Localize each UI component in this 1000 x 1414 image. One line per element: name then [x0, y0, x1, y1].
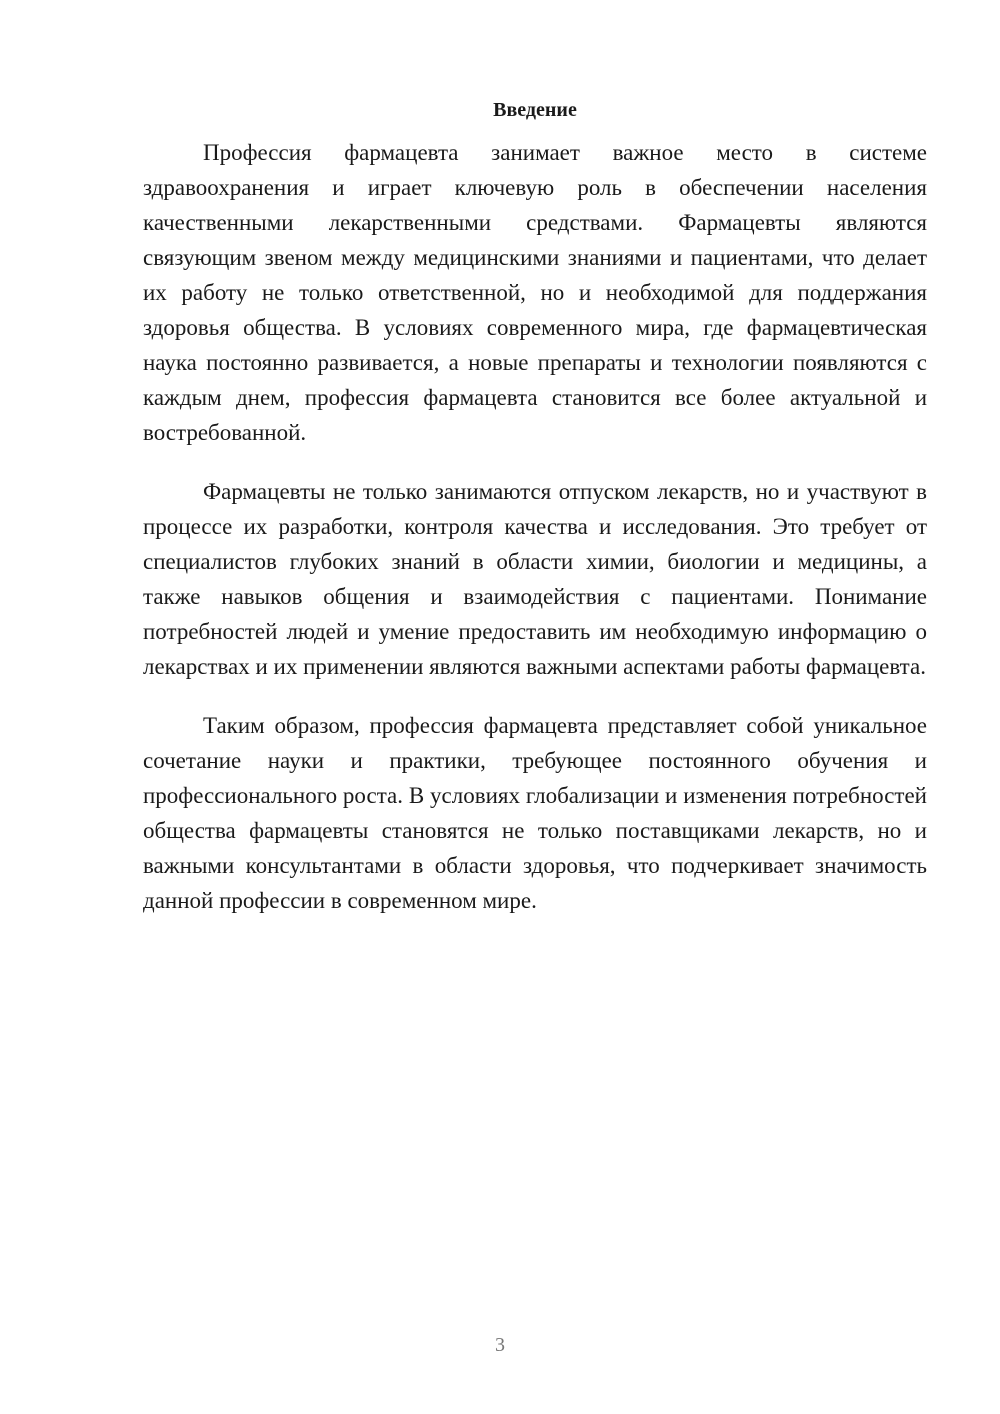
page-content	[143, 95, 927, 942]
paragraph-2: Фармацевты не только занимаются отпуском лекарств, но и участвуют в процессе их разработки, контроля качества и исследования. Это требует от специалистов глубоких знаний в области химии, биологии и медицины, а также навыков общения и взаимодействия с пациентами. Понимание потребностей людей и умение предоставить им необходимую информацию о лекарствах и их применении являются важными аспектами работы фармацевта.	[143, 479, 927, 679]
paragraph-1: Профессия фармацевта занимает важное место в системе здравоохранения и играет ключевую роль в обеспечении населения качественными лекарственными средствами. Фармацевты являются связующим звеном между медицинскими знаниями и пациентами, что делает их работу не только ответственной, но и необходимой для поддержания здоровья общества. В условиях современного мира, где фармацевтическая наука постоянно развивается, а новые препараты и технологии появляются с каждым днем, профессия фармацевта становится все более актуальной и востребованной.	[143, 140, 927, 445]
section-title: Введение	[493, 99, 577, 121]
paragraph-3: Таким образом, профессия фармацевта представляет собой уникальное сочетание науки и практики, требующее постоянного обучения и профессионального роста. В условиях глобализации и изменения потребностей общества фармацевты становятся не только поставщиками лекарств, но и важными консультантами в области здоровья, что подчеркивает значимость данной профессии в современном мире.	[143, 713, 927, 913]
page-number: 3	[495, 1334, 505, 1356]
